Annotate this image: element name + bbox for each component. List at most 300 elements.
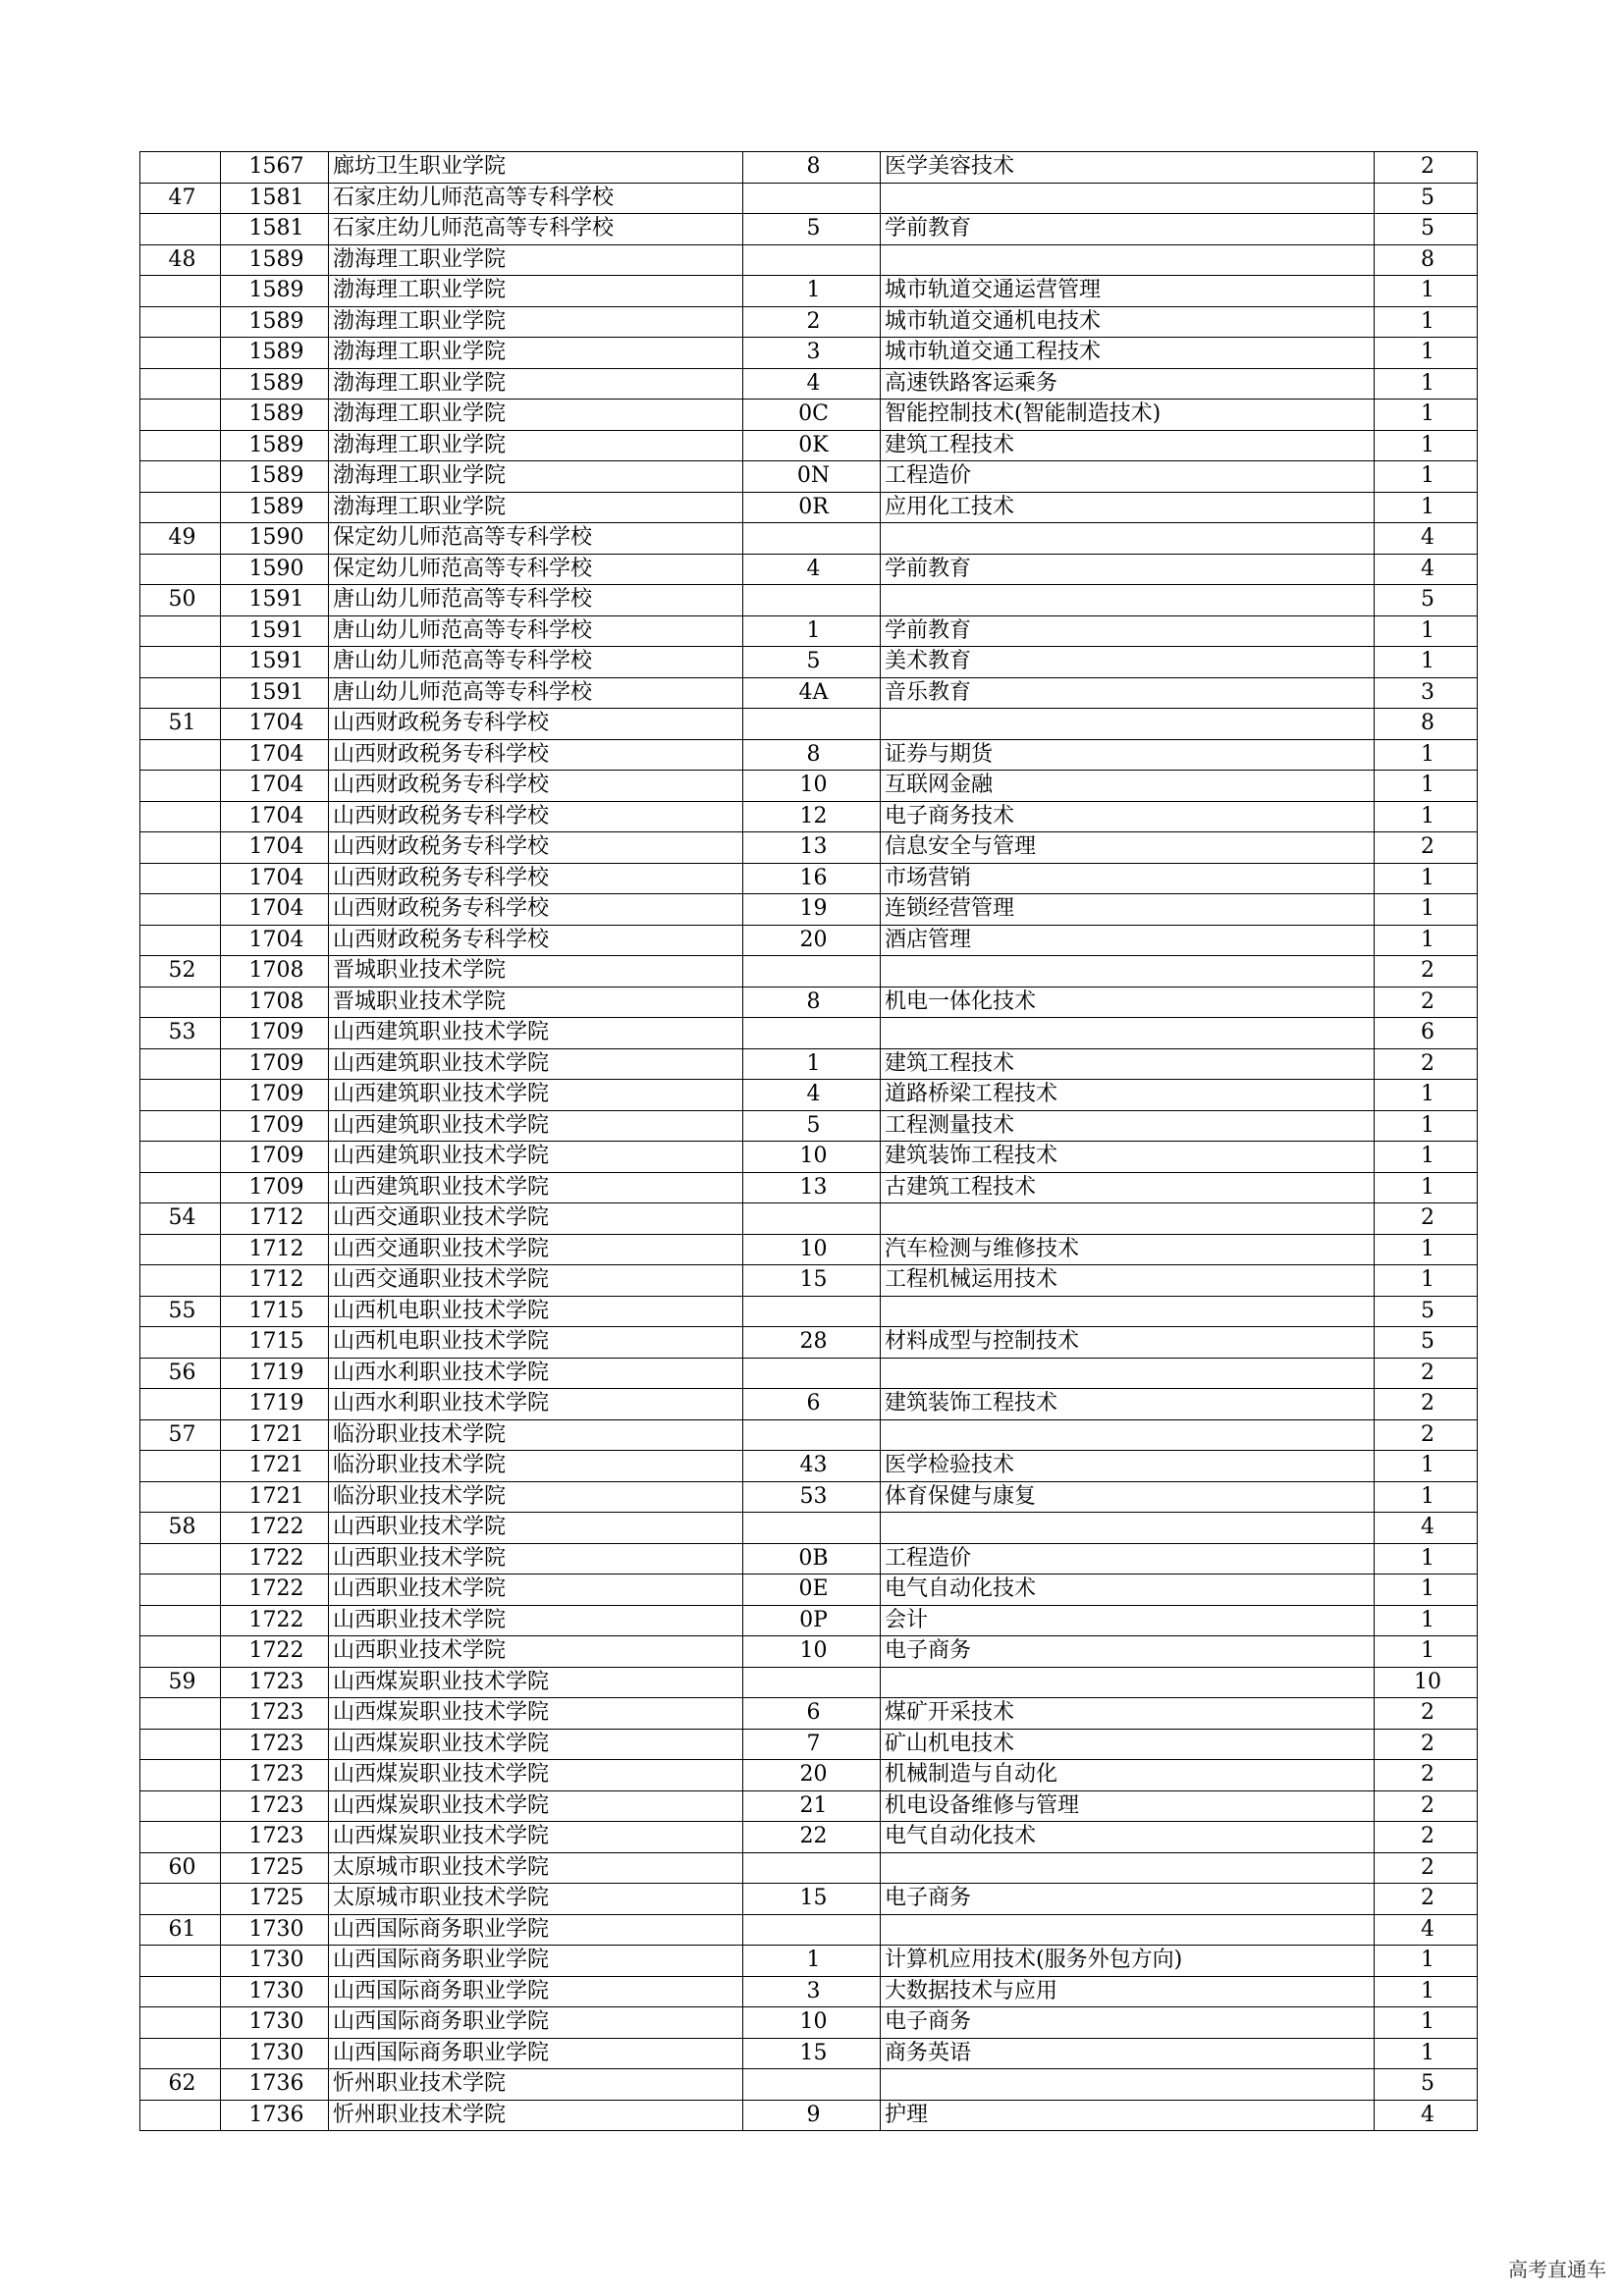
school-name-cell: 山西职业技术学院 xyxy=(329,1513,743,1544)
major-code-cell: 0E xyxy=(743,1575,881,1606)
table-row xyxy=(140,400,1478,431)
plan-count-cell: 1 xyxy=(1375,771,1478,802)
school-name-cell: 临汾职业技术学院 xyxy=(329,1481,743,1513)
school-name-cell: 山西建筑职业技术学院 xyxy=(329,1142,743,1173)
major-name-cell: 证券与期货 xyxy=(881,739,1375,771)
school-name-cell: 山西财政税务专科学校 xyxy=(329,894,743,926)
major-name-cell: 电子商务 xyxy=(881,1884,1375,1915)
major-name-cell: 机电设备维修与管理 xyxy=(881,1790,1375,1822)
major-name-cell: 计算机应用技术(服务外包方向) xyxy=(881,1946,1375,1977)
school-name-cell: 山西职业技术学院 xyxy=(329,1543,743,1575)
major-code-cell: 53 xyxy=(743,1481,881,1513)
table-row xyxy=(140,739,1478,771)
school-name-cell: 山西煤炭职业技术学院 xyxy=(329,1822,743,1853)
plan-count-cell: 3 xyxy=(1375,677,1478,709)
table-row xyxy=(140,306,1478,338)
major-code-cell: 0R xyxy=(743,492,881,523)
seq-number-cell xyxy=(140,461,221,493)
school-name-cell: 渤海理工职业学院 xyxy=(329,306,743,338)
plan-count-cell: 1 xyxy=(1375,1080,1478,1111)
school-code-cell: 1730 xyxy=(221,2038,329,2069)
table-row xyxy=(140,1513,1478,1544)
school-name-cell: 保定幼儿师范高等专科学校 xyxy=(329,523,743,555)
major-code-cell: 0N xyxy=(743,461,881,493)
school-name-cell: 唐山幼儿师范高等专科学校 xyxy=(329,585,743,616)
school-name-cell: 廊坊卫生职业学院 xyxy=(329,152,743,184)
major-name-cell: 建筑工程技术 xyxy=(881,1048,1375,1080)
table-row xyxy=(140,1914,1478,1946)
school-code-cell: 1722 xyxy=(221,1513,329,1544)
major-code-cell: 28 xyxy=(743,1327,881,1359)
plan-count-cell: 1 xyxy=(1375,1946,1478,1977)
school-code-cell: 1589 xyxy=(221,368,329,400)
major-code-cell: 8 xyxy=(743,739,881,771)
table-row xyxy=(140,925,1478,956)
seq-number-cell xyxy=(140,1729,221,1760)
seq-number-cell xyxy=(140,214,221,245)
school-code-cell: 1715 xyxy=(221,1296,329,1327)
major-code-cell xyxy=(743,1018,881,1049)
plan-count-cell: 2 xyxy=(1375,1698,1478,1730)
table-row xyxy=(140,1822,1478,1853)
school-code-cell: 1709 xyxy=(221,1018,329,1049)
school-code-cell: 1721 xyxy=(221,1451,329,1482)
school-name-cell: 渤海理工职业学院 xyxy=(329,244,743,276)
school-code-cell: 1590 xyxy=(221,554,329,585)
seq-number-cell xyxy=(140,1172,221,1203)
table-row xyxy=(140,368,1478,400)
school-code-cell: 1712 xyxy=(221,1265,329,1297)
major-name-cell: 市场营销 xyxy=(881,863,1375,894)
major-name-cell: 医学美容技术 xyxy=(881,152,1375,184)
seq-number-cell xyxy=(140,615,221,647)
school-code-cell: 1723 xyxy=(221,1822,329,1853)
plan-count-cell: 1 xyxy=(1375,1575,1478,1606)
plan-count-cell: 2 xyxy=(1375,1884,1478,1915)
major-name-cell: 城市轨道交通运营管理 xyxy=(881,276,1375,307)
school-name-cell: 晋城职业技术学院 xyxy=(329,987,743,1018)
table-body xyxy=(140,152,1478,2131)
school-name-cell: 山西建筑职业技术学院 xyxy=(329,1110,743,1142)
major-name-cell xyxy=(881,585,1375,616)
major-name-cell: 电气自动化技术 xyxy=(881,1575,1375,1606)
school-name-cell: 山西煤炭职业技术学院 xyxy=(329,1667,743,1698)
major-name-cell xyxy=(881,956,1375,988)
major-code-cell: 4 xyxy=(743,1080,881,1111)
seq-number-cell: 52 xyxy=(140,956,221,988)
seq-number-cell xyxy=(140,1698,221,1730)
plan-count-cell: 5 xyxy=(1375,214,1478,245)
major-name-cell xyxy=(881,1914,1375,1946)
table-row xyxy=(140,1203,1478,1235)
major-code-cell: 4 xyxy=(743,554,881,585)
table-row xyxy=(140,1884,1478,1915)
major-code-cell: 20 xyxy=(743,925,881,956)
table-row xyxy=(140,771,1478,802)
major-name-cell: 城市轨道交通机电技术 xyxy=(881,306,1375,338)
school-code-cell: 1704 xyxy=(221,739,329,771)
school-code-cell: 1723 xyxy=(221,1667,329,1698)
school-code-cell: 1730 xyxy=(221,2007,329,2039)
major-name-cell: 矿山机电技术 xyxy=(881,1729,1375,1760)
plan-count-cell: 4 xyxy=(1375,523,1478,555)
school-code-cell: 1723 xyxy=(221,1760,329,1791)
table-row xyxy=(140,276,1478,307)
major-code-cell: 15 xyxy=(743,1884,881,1915)
plan-count-cell: 1 xyxy=(1375,1451,1478,1482)
seq-number-cell: 56 xyxy=(140,1358,221,1389)
plan-count-cell: 1 xyxy=(1375,461,1478,493)
school-code-cell: 1730 xyxy=(221,1946,329,1977)
plan-count-cell: 1 xyxy=(1375,1605,1478,1636)
table-row xyxy=(140,1976,1478,2007)
major-code-cell xyxy=(743,523,881,555)
major-code-cell: 0B xyxy=(743,1543,881,1575)
school-name-cell: 山西煤炭职业技术学院 xyxy=(329,1729,743,1760)
table-row xyxy=(140,1852,1478,1884)
major-code-cell: 10 xyxy=(743,771,881,802)
major-name-cell: 材料成型与控制技术 xyxy=(881,1327,1375,1359)
major-code-cell: 15 xyxy=(743,1265,881,1297)
plan-count-cell: 2 xyxy=(1375,152,1478,184)
school-code-cell: 1589 xyxy=(221,400,329,431)
school-name-cell: 山西交通职业技术学院 xyxy=(329,1203,743,1235)
major-code-cell: 4A xyxy=(743,677,881,709)
seq-number-cell xyxy=(140,1543,221,1575)
plan-count-cell: 1 xyxy=(1375,276,1478,307)
major-code-cell: 20 xyxy=(743,1760,881,1791)
school-code-cell: 1591 xyxy=(221,677,329,709)
major-name-cell: 煤矿开采技术 xyxy=(881,1698,1375,1730)
plan-count-cell: 1 xyxy=(1375,647,1478,678)
major-code-cell xyxy=(743,709,881,740)
plan-count-cell: 5 xyxy=(1375,1296,1478,1327)
school-name-cell: 保定幼儿师范高等专科学校 xyxy=(329,554,743,585)
school-code-cell: 1589 xyxy=(221,276,329,307)
school-code-cell: 1589 xyxy=(221,461,329,493)
plan-count-cell: 1 xyxy=(1375,1265,1478,1297)
table-row xyxy=(140,1698,1478,1730)
table-row xyxy=(140,1946,1478,1977)
major-code-cell xyxy=(743,1203,881,1235)
major-code-cell: 2 xyxy=(743,306,881,338)
major-code-cell xyxy=(743,585,881,616)
plan-count-cell: 8 xyxy=(1375,709,1478,740)
major-name-cell: 工程造价 xyxy=(881,461,1375,493)
plan-count-cell: 5 xyxy=(1375,585,1478,616)
table-row xyxy=(140,152,1478,184)
major-name-cell: 会计 xyxy=(881,1605,1375,1636)
seq-number-cell xyxy=(140,925,221,956)
major-code-cell: 1 xyxy=(743,1946,881,1977)
major-name-cell: 体育保健与康复 xyxy=(881,1481,1375,1513)
plan-count-cell: 1 xyxy=(1375,801,1478,832)
plan-count-cell: 1 xyxy=(1375,2007,1478,2039)
major-name-cell: 学前教育 xyxy=(881,214,1375,245)
major-code-cell: 43 xyxy=(743,1451,881,1482)
school-name-cell: 山西煤炭职业技术学院 xyxy=(329,1760,743,1791)
plan-count-cell: 1 xyxy=(1375,2038,1478,2069)
major-code-cell: 15 xyxy=(743,2038,881,2069)
seq-number-cell xyxy=(140,554,221,585)
table-row xyxy=(140,863,1478,894)
school-code-cell: 1725 xyxy=(221,1852,329,1884)
seq-number-cell xyxy=(140,306,221,338)
table-row xyxy=(140,1729,1478,1760)
seq-number-cell xyxy=(140,1481,221,1513)
major-code-cell: 16 xyxy=(743,863,881,894)
seq-number-cell xyxy=(140,1389,221,1420)
school-code-cell: 1567 xyxy=(221,152,329,184)
school-code-cell: 1721 xyxy=(221,1481,329,1513)
seq-number-cell: 61 xyxy=(140,1914,221,1946)
school-name-cell: 山西交通职业技术学院 xyxy=(329,1234,743,1265)
seq-number-cell xyxy=(140,1142,221,1173)
major-name-cell: 电子商务技术 xyxy=(881,801,1375,832)
plan-count-cell: 1 xyxy=(1375,1110,1478,1142)
school-name-cell: 山西职业技术学院 xyxy=(329,1575,743,1606)
major-code-cell: 9 xyxy=(743,2100,881,2131)
school-name-cell: 山西交通职业技术学院 xyxy=(329,1265,743,1297)
major-name-cell: 机械制造与自动化 xyxy=(881,1760,1375,1791)
plan-count-cell: 1 xyxy=(1375,492,1478,523)
plan-count-cell: 2 xyxy=(1375,1729,1478,1760)
table-row xyxy=(140,615,1478,647)
seq-number-cell xyxy=(140,987,221,1018)
admission-plan-table xyxy=(139,151,1478,2131)
major-code-cell: 8 xyxy=(743,152,881,184)
major-code-cell xyxy=(743,1419,881,1451)
major-code-cell: 8 xyxy=(743,987,881,1018)
plan-count-cell: 8 xyxy=(1375,244,1478,276)
seq-number-cell xyxy=(140,1451,221,1482)
major-code-cell: 6 xyxy=(743,1389,881,1420)
table-row xyxy=(140,1358,1478,1389)
major-name-cell: 应用化工技术 xyxy=(881,492,1375,523)
major-code-cell: 1 xyxy=(743,276,881,307)
major-code-cell: 13 xyxy=(743,1172,881,1203)
major-name-cell xyxy=(881,1018,1375,1049)
table-row xyxy=(140,1296,1478,1327)
school-name-cell: 唐山幼儿师范高等专科学校 xyxy=(329,677,743,709)
plan-count-cell: 2 xyxy=(1375,1048,1478,1080)
school-name-cell: 渤海理工职业学院 xyxy=(329,276,743,307)
admission-plan-table-container xyxy=(139,151,1477,2131)
table-row xyxy=(140,677,1478,709)
plan-count-cell: 2 xyxy=(1375,832,1478,864)
school-name-cell: 山西水利职业技术学院 xyxy=(329,1389,743,1420)
plan-count-cell: 2 xyxy=(1375,1203,1478,1235)
major-name-cell: 道路桥梁工程技术 xyxy=(881,1080,1375,1111)
seq-number-cell: 49 xyxy=(140,523,221,555)
school-name-cell: 山西财政税务专科学校 xyxy=(329,925,743,956)
table-row xyxy=(140,801,1478,832)
school-name-cell: 渤海理工职业学院 xyxy=(329,461,743,493)
major-code-cell xyxy=(743,1358,881,1389)
school-code-cell: 1590 xyxy=(221,523,329,555)
major-name-cell: 机电一体化技术 xyxy=(881,987,1375,1018)
school-name-cell: 唐山幼儿师范高等专科学校 xyxy=(329,615,743,647)
school-code-cell: 1709 xyxy=(221,1080,329,1111)
school-name-cell: 山西财政税务专科学校 xyxy=(329,739,743,771)
major-name-cell: 工程测量技术 xyxy=(881,1110,1375,1142)
table-row xyxy=(140,832,1478,864)
table-row xyxy=(140,2069,1478,2101)
plan-count-cell: 1 xyxy=(1375,1543,1478,1575)
major-code-cell: 5 xyxy=(743,1110,881,1142)
major-code-cell: 13 xyxy=(743,832,881,864)
school-name-cell: 山西财政税务专科学校 xyxy=(329,801,743,832)
plan-count-cell: 4 xyxy=(1375,1513,1478,1544)
school-name-cell: 山西国际商务职业学院 xyxy=(329,1946,743,1977)
plan-count-cell: 1 xyxy=(1375,1976,1478,2007)
school-name-cell: 渤海理工职业学院 xyxy=(329,492,743,523)
seq-number-cell xyxy=(140,1080,221,1111)
major-name-cell: 学前教育 xyxy=(881,615,1375,647)
table-row xyxy=(140,1234,1478,1265)
school-name-cell: 唐山幼儿师范高等专科学校 xyxy=(329,647,743,678)
major-code-cell: 5 xyxy=(743,214,881,245)
major-code-cell: 5 xyxy=(743,647,881,678)
school-code-cell: 1712 xyxy=(221,1234,329,1265)
seq-number-cell: 58 xyxy=(140,1513,221,1544)
major-name-cell xyxy=(881,1667,1375,1698)
school-code-cell: 1722 xyxy=(221,1575,329,1606)
plan-count-cell: 2 xyxy=(1375,1790,1478,1822)
plan-count-cell: 1 xyxy=(1375,338,1478,369)
watermark-text: 高考直通车 xyxy=(1508,2258,1606,2281)
plan-count-cell: 2 xyxy=(1375,1389,1478,1420)
table-row xyxy=(140,2007,1478,2039)
school-code-cell: 1715 xyxy=(221,1327,329,1359)
major-name-cell: 互联网金融 xyxy=(881,771,1375,802)
table-row xyxy=(140,1760,1478,1791)
school-code-cell: 1704 xyxy=(221,801,329,832)
major-name-cell xyxy=(881,1203,1375,1235)
seq-number-cell xyxy=(140,492,221,523)
seq-number-cell xyxy=(140,1265,221,1297)
plan-count-cell: 10 xyxy=(1375,1667,1478,1698)
table-row xyxy=(140,338,1478,369)
plan-count-cell: 1 xyxy=(1375,430,1478,461)
major-name-cell: 高速铁路客运乘务 xyxy=(881,368,1375,400)
plan-count-cell: 1 xyxy=(1375,1481,1478,1513)
school-code-cell: 1704 xyxy=(221,925,329,956)
major-code-cell: 0P xyxy=(743,1605,881,1636)
seq-number-cell: 60 xyxy=(140,1852,221,1884)
school-code-cell: 1730 xyxy=(221,1914,329,1946)
school-name-cell: 渤海理工职业学院 xyxy=(329,400,743,431)
table-row xyxy=(140,1481,1478,1513)
school-code-cell: 1589 xyxy=(221,306,329,338)
plan-count-cell: 2 xyxy=(1375,1852,1478,1884)
table-row xyxy=(140,1327,1478,1359)
major-code-cell: 3 xyxy=(743,338,881,369)
school-name-cell: 山西职业技术学院 xyxy=(329,1636,743,1668)
plan-count-cell: 4 xyxy=(1375,554,1478,585)
school-code-cell: 1589 xyxy=(221,338,329,369)
plan-count-cell: 2 xyxy=(1375,1358,1478,1389)
major-code-cell: 3 xyxy=(743,1976,881,2007)
school-name-cell: 山西水利职业技术学院 xyxy=(329,1358,743,1389)
plan-count-cell: 1 xyxy=(1375,1172,1478,1203)
table-row xyxy=(140,2100,1478,2131)
major-name-cell: 连锁经营管理 xyxy=(881,894,1375,926)
major-name-cell xyxy=(881,2069,1375,2101)
seq-number-cell xyxy=(140,739,221,771)
plan-count-cell: 1 xyxy=(1375,863,1478,894)
major-name-cell: 护理 xyxy=(881,2100,1375,2131)
school-code-cell: 1581 xyxy=(221,214,329,245)
school-name-cell: 山西财政税务专科学校 xyxy=(329,863,743,894)
plan-count-cell: 2 xyxy=(1375,956,1478,988)
table-row xyxy=(140,1080,1478,1111)
major-name-cell: 大数据技术与应用 xyxy=(881,1976,1375,2007)
major-name-cell: 城市轨道交通工程技术 xyxy=(881,338,1375,369)
school-code-cell: 1709 xyxy=(221,1110,329,1142)
school-name-cell: 渤海理工职业学院 xyxy=(329,368,743,400)
major-code-cell xyxy=(743,1513,881,1544)
seq-number-cell xyxy=(140,1636,221,1668)
table-row xyxy=(140,1451,1478,1482)
plan-count-cell: 1 xyxy=(1375,1142,1478,1173)
seq-number-cell: 51 xyxy=(140,709,221,740)
school-code-cell: 1722 xyxy=(221,1543,329,1575)
major-code-cell xyxy=(743,1852,881,1884)
school-code-cell: 1736 xyxy=(221,2100,329,2131)
table-row xyxy=(140,1543,1478,1575)
seq-number-cell: 57 xyxy=(140,1419,221,1451)
school-code-cell: 1721 xyxy=(221,1419,329,1451)
seq-number-cell xyxy=(140,1884,221,1915)
major-name-cell xyxy=(881,523,1375,555)
major-code-cell: 12 xyxy=(743,801,881,832)
seq-number-cell xyxy=(140,338,221,369)
school-name-cell: 忻州职业技术学院 xyxy=(329,2100,743,2131)
school-name-cell: 山西建筑职业技术学院 xyxy=(329,1172,743,1203)
school-name-cell: 山西国际商务职业学院 xyxy=(329,1914,743,1946)
seq-number-cell xyxy=(140,1822,221,1853)
school-name-cell: 山西建筑职业技术学院 xyxy=(329,1018,743,1049)
plan-count-cell: 6 xyxy=(1375,1018,1478,1049)
school-code-cell: 1709 xyxy=(221,1172,329,1203)
major-code-cell xyxy=(743,1914,881,1946)
school-code-cell: 1730 xyxy=(221,1976,329,2007)
seq-number-cell: 55 xyxy=(140,1296,221,1327)
plan-count-cell: 2 xyxy=(1375,1822,1478,1853)
seq-number-cell xyxy=(140,1234,221,1265)
plan-count-cell: 1 xyxy=(1375,306,1478,338)
major-code-cell: 22 xyxy=(743,1822,881,1853)
school-code-cell: 1591 xyxy=(221,647,329,678)
major-code-cell: 10 xyxy=(743,1636,881,1668)
school-code-cell: 1719 xyxy=(221,1358,329,1389)
seq-number-cell xyxy=(140,1946,221,1977)
major-name-cell xyxy=(881,1296,1375,1327)
seq-number-cell xyxy=(140,832,221,864)
major-name-cell xyxy=(881,1852,1375,1884)
school-name-cell: 山西建筑职业技术学院 xyxy=(329,1048,743,1080)
school-code-cell: 1719 xyxy=(221,1389,329,1420)
seq-number-cell xyxy=(140,1327,221,1359)
major-code-cell xyxy=(743,956,881,988)
seq-number-cell xyxy=(140,1048,221,1080)
school-code-cell: 1736 xyxy=(221,2069,329,2101)
school-name-cell: 渤海理工职业学院 xyxy=(329,338,743,369)
school-name-cell: 山西煤炭职业技术学院 xyxy=(329,1790,743,1822)
school-name-cell: 山西建筑职业技术学院 xyxy=(329,1080,743,1111)
plan-count-cell: 1 xyxy=(1375,1636,1478,1668)
